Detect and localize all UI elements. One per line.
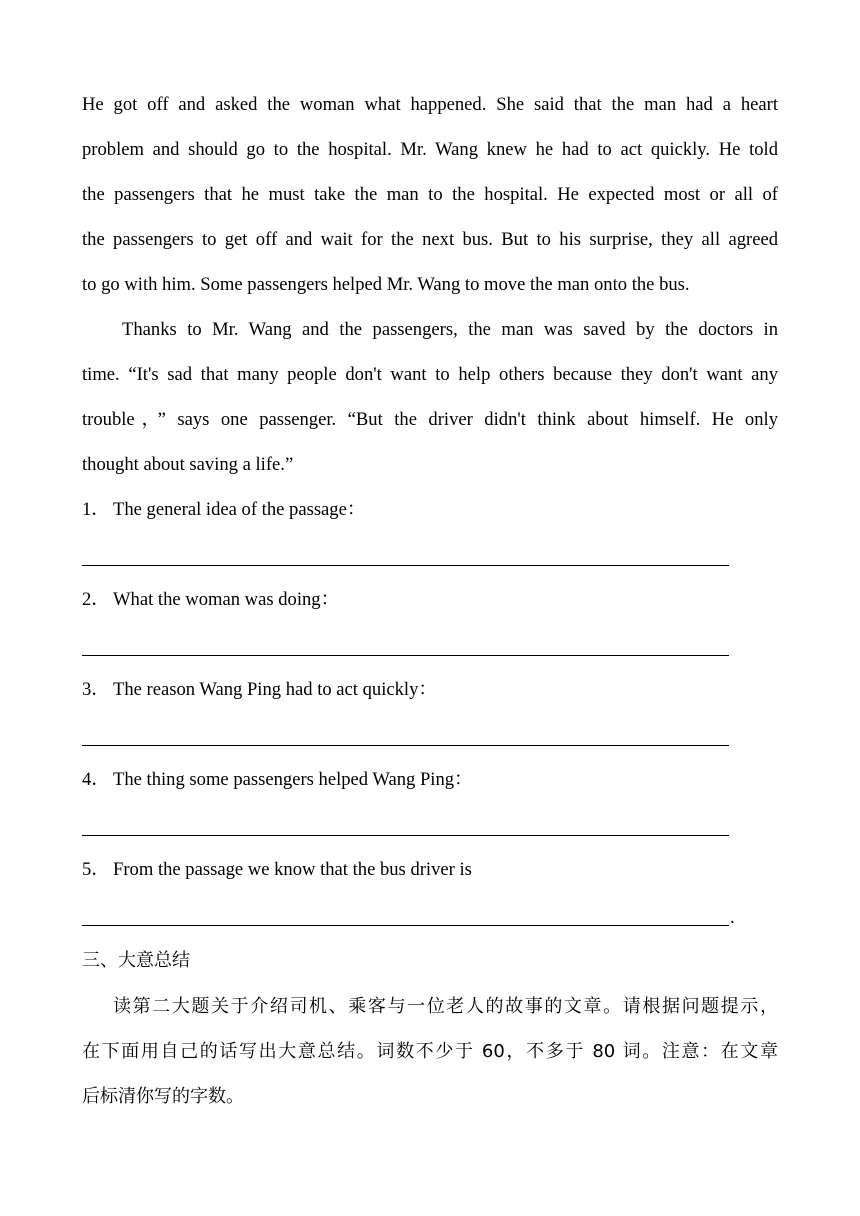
passage-line: time. “It's sad that many people don't want to help others because they don't want any <box>82 364 778 385</box>
answer-line-4[interactable] <box>82 835 729 836</box>
instruction-line: 在下面用自己的话写出大意总结。词数不少于 60，不多于 80 词。注意：在文章 <box>82 1041 778 1062</box>
passage-line: the passengers that he must take the man to the hospital. He expected most or all of <box>82 184 778 205</box>
question-text: What the woman was doing： <box>113 589 340 610</box>
passage-line: problem and should go to the hospital. Mr. Wang knew he had to act quickly. He told <box>82 139 778 160</box>
question-5 <box>82 857 778 883</box>
instruction-line: 后标清你写的字数。 <box>82 1086 244 1107</box>
answer-line-2[interactable] <box>82 655 729 656</box>
question-4 <box>82 767 778 793</box>
question-number: 2． <box>82 589 110 610</box>
answer-line-1[interactable] <box>82 565 729 566</box>
question-2 <box>82 587 778 613</box>
question-1 <box>82 497 778 523</box>
passage-line: trouble，” says one passenger. “But the driver didn't think about himself. He only <box>82 409 778 430</box>
passage-line: He got off and asked the woman what happened. She said that the man had a heart <box>82 94 778 115</box>
section-heading: 三、大意总结 <box>82 950 190 971</box>
question-text: The reason Wang Ping had to act quickly： <box>113 679 437 700</box>
question-number: 5． <box>82 859 110 880</box>
passage-line: the passengers to get off and wait for the next bus. But to his surprise, they all agreed <box>82 229 778 250</box>
question-number: 4． <box>82 769 110 790</box>
question-3 <box>82 677 778 703</box>
question-number: 1． <box>82 499 110 520</box>
instruction-line: 读第二大题关于介绍司机、乘客与一位老人的故事的文章。请根据问题提示， <box>113 996 778 1017</box>
question-number: 3． <box>82 679 110 700</box>
answer-line-5[interactable] <box>82 925 729 926</box>
question-text: The general idea of the passage： <box>113 499 366 520</box>
passage-line: thought about saving a life.” <box>82 454 294 475</box>
final-period: . <box>730 907 735 928</box>
passage-line: to go with him. Some passengers helped Mr. Wang to move the man onto the bus. <box>82 274 690 295</box>
passage-line: Thanks to Mr. Wang and the passengers, the man was saved by the doctors in <box>122 319 778 340</box>
answer-line-3[interactable] <box>82 745 729 746</box>
question-text: From the passage we know that the bus driver is <box>113 859 472 880</box>
question-text: The thing some passengers helped Wang Ping： <box>113 769 473 790</box>
